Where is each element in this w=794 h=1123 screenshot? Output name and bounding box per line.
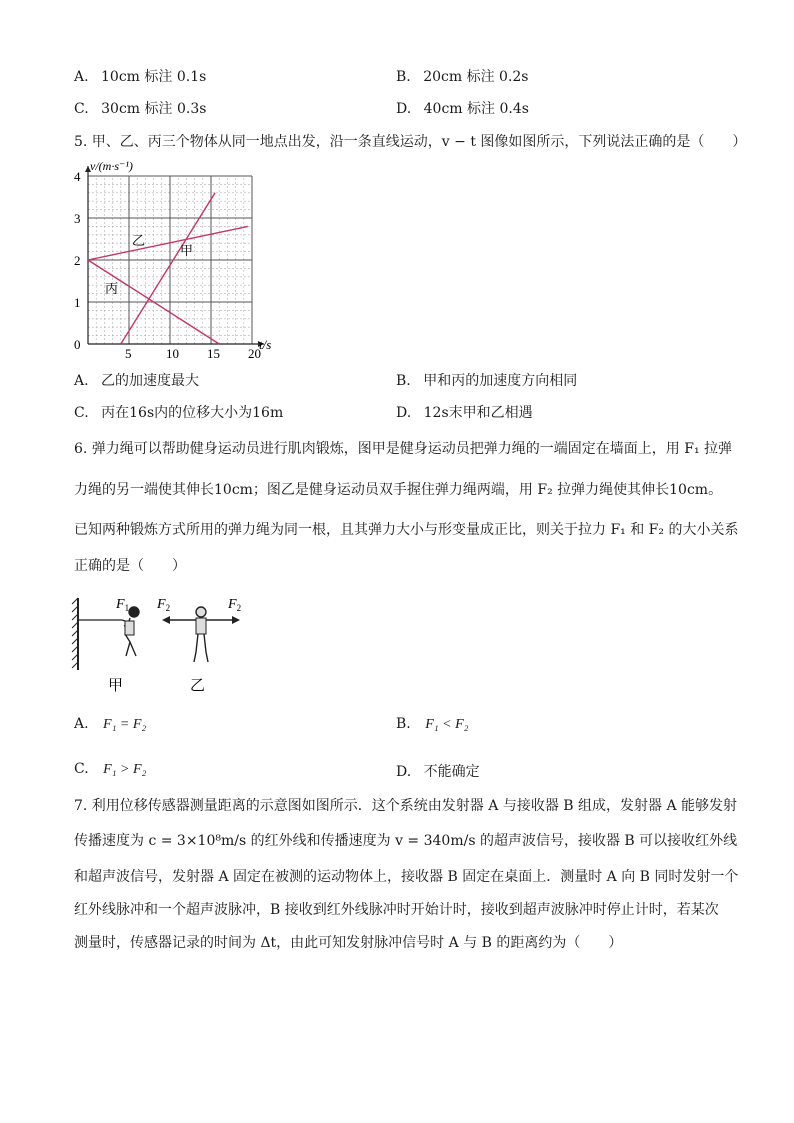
chart-grid — [85, 166, 264, 347]
option-text: F₁ = F₂ — [103, 717, 147, 732]
y-axis-label: v/(m·s⁻¹) — [90, 159, 133, 173]
q7-line-1: 7. 利用位移传感器测量距离的示意图如图所示．这个系统由发射器 A 与接收器 B 组成，发射器 A 能够发射 — [74, 798, 738, 814]
option-text: 丙在16s内的位移大小为16m — [101, 405, 284, 421]
label-yi-figure: 乙 — [190, 678, 206, 694]
x-axis-label: t/s — [259, 337, 272, 352]
option-letter: D. — [396, 405, 412, 421]
q4-option-d — [396, 98, 529, 118]
option-text: 乙的加速度最大 — [101, 373, 200, 389]
q6-option-a — [74, 716, 146, 733]
y-tick-label: 0 — [74, 337, 81, 352]
label-yi: 乙 — [132, 233, 146, 248]
q4-option-a — [74, 66, 206, 86]
y-tick-label: 2 — [74, 253, 81, 268]
x-tick-label: 20 — [248, 346, 261, 360]
q7-line-2: 传播速度为 c = 3×10⁸m/s 的红外线和传播速度为 v = 340m/s 的超声波信号，接收器 B 可以接收红外线 — [74, 833, 738, 849]
option-text: 30cm 标注 0.3s — [101, 101, 207, 117]
option-text: 不能确定 — [423, 764, 480, 780]
q7-line-4: 红外线脉冲和一个超声波脉冲，B 接收到红外线脉冲时开始计时，接收到超声波脉冲时停止计时，若某次 — [74, 902, 719, 918]
q5-stem: 5. 甲、乙、丙三个物体从同一地点出发，沿一条直线运动，v − t 图像如图所示，下列说法正确的是（ ） — [74, 134, 747, 150]
q6-line-2: 力绳的另一端使其伸长10cm；图乙是健身运动员双手握住弹力绳两端，用 F₂ 拉弹力绳使其伸长10cm。 — [74, 482, 723, 498]
label-jia: 甲 — [180, 243, 194, 258]
arrow-right-icon — [232, 616, 240, 624]
option-text: F₁ > F₂ — [103, 762, 147, 777]
q6-line-1: 6. 弹力绳可以帮助健身运动员进行肌肉锻炼，图甲是健身运动员把弹力绳的一端固定在墙面上，用 F₁ 拉弹 — [74, 441, 733, 457]
q7-line-3: 和超声波信号，发射器 A 固定在被测的运动物体上，接收器 B 固定在桌面上．测量时 A 向 B 同时发射一个 — [74, 869, 739, 885]
q5-option-d — [396, 402, 533, 422]
q5-option-c — [74, 402, 283, 422]
y-tick-label: 3 — [74, 211, 81, 226]
option-letter: C. — [74, 405, 89, 421]
x-tick-label: 5 — [125, 346, 132, 360]
q7-line-5: 测量时，传感器记录的时间为 Δt，由此可知发射脉冲信号时 A 与 B 的距离约为（ ） — [74, 935, 623, 951]
option-letter: A. — [74, 69, 89, 85]
chart-lines — [88, 193, 248, 344]
x-tick-label: 10 — [166, 346, 179, 360]
option-letter: D. — [396, 101, 412, 117]
label-f2-right: $F_2$ — [228, 597, 242, 613]
option-letter: C. — [74, 761, 89, 777]
exercise-figure — [70, 590, 260, 695]
label-bing: 丙 — [105, 281, 119, 296]
option-letter: C. — [74, 101, 89, 117]
label-f2-left: $F_2$ — [157, 597, 171, 613]
q4-option-c — [74, 98, 206, 118]
person-yi-icon — [165, 607, 237, 662]
option-text: 12s末甲和乙相遇 — [423, 405, 533, 421]
q5-option-a — [74, 370, 199, 390]
q4-option-b — [396, 66, 528, 86]
q6-line-3: 已知两种锻炼方式所用的弹力绳为同一根，且其弹力大小与形变量成正比，则关于拉力 F₁ 和 F₂ 的大小关系 — [74, 522, 739, 538]
option-letter: B. — [396, 373, 411, 389]
q6-option-b — [396, 716, 469, 733]
q6-option-d — [396, 761, 480, 781]
q6-line-4: 正确的是（ ） — [74, 558, 186, 574]
label-f1: $F_1$ — [116, 597, 130, 613]
option-letter: A. — [74, 716, 89, 732]
vt-graph — [70, 155, 300, 360]
arrow-left-icon — [162, 616, 170, 624]
option-letter: D. — [396, 764, 412, 780]
option-letter: B. — [396, 69, 411, 85]
option-text: F₁ < F₂ — [425, 717, 469, 732]
x-tick-label: 15 — [207, 346, 220, 360]
q6-option-c — [74, 761, 146, 778]
option-text: 10cm 标注 0.1s — [101, 69, 207, 85]
option-text: 20cm 标注 0.2s — [423, 69, 529, 85]
chart-ticks — [74, 169, 261, 360]
series-line-乙 — [88, 226, 248, 260]
option-letter: B. — [396, 716, 411, 732]
y-tick-label: 1 — [74, 295, 81, 310]
y-tick-label: 4 — [74, 169, 81, 184]
person-jia-icon — [122, 607, 139, 656]
q5-option-b — [396, 370, 577, 390]
option-text: 40cm 标注 0.4s — [423, 101, 529, 117]
option-letter: A. — [74, 373, 89, 389]
option-text: 甲和丙的加速度方向相同 — [423, 373, 578, 389]
label-jia-figure: 甲 — [108, 678, 124, 694]
